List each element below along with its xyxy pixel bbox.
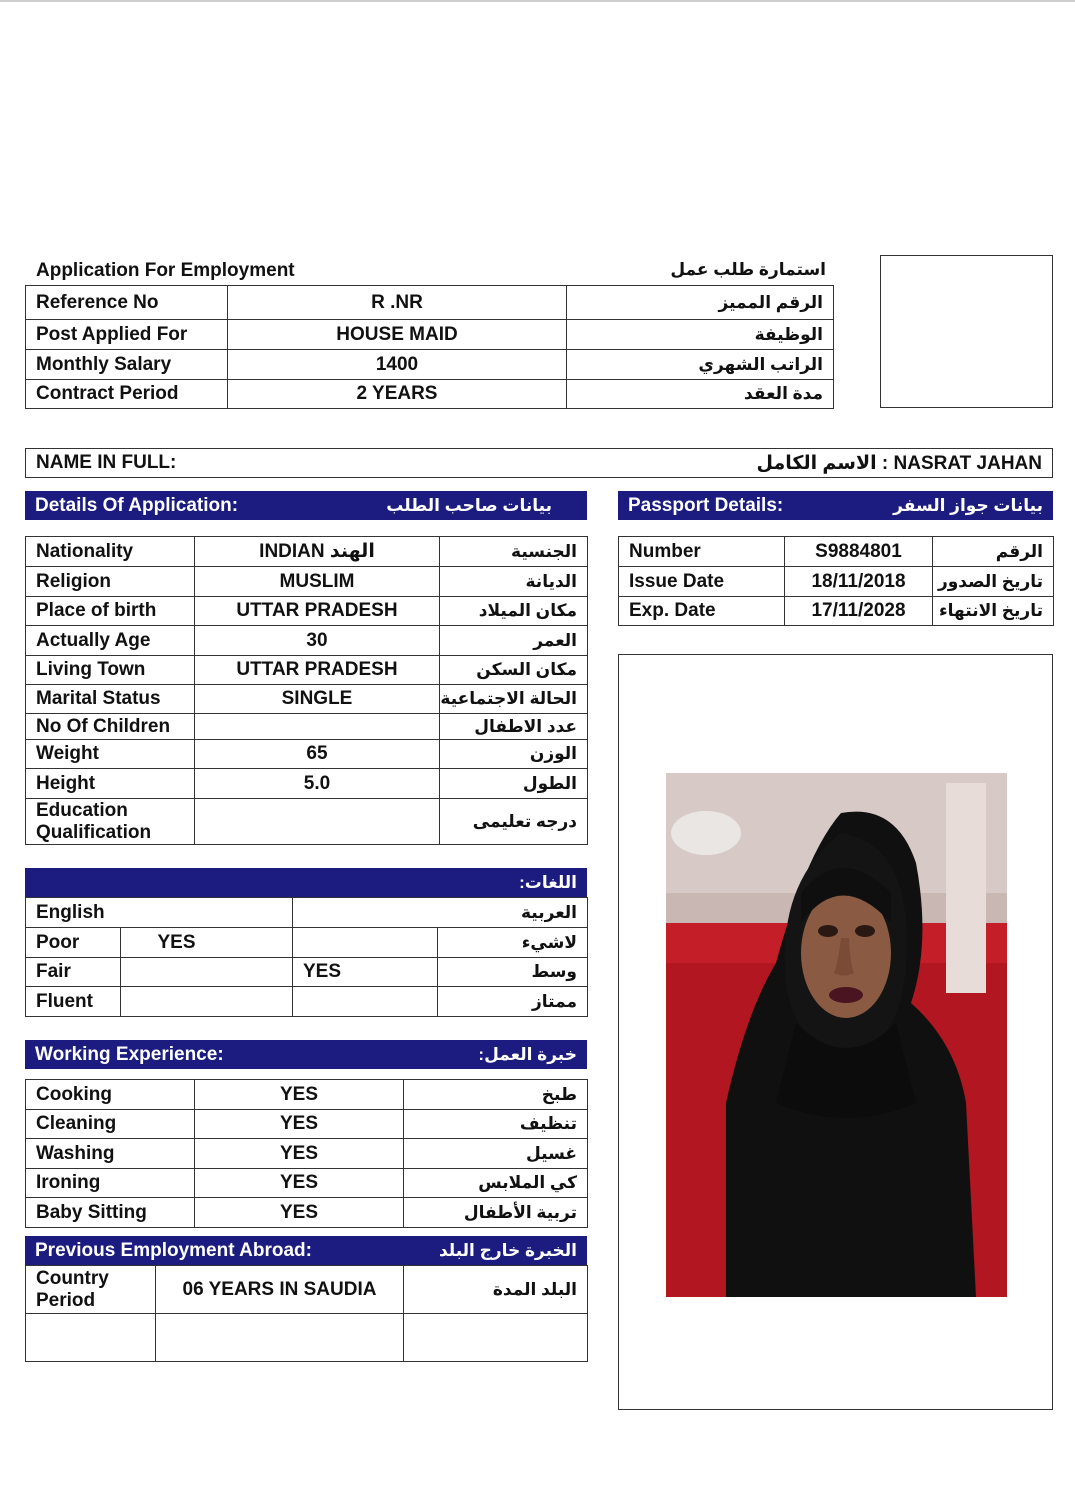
languages-header (25, 868, 587, 897)
name-row (25, 448, 1053, 478)
religion-label: Religion (26, 567, 195, 597)
reference-ar: الرقم المميز (567, 286, 834, 320)
previous-header (25, 1236, 587, 1265)
passport-number-ar: الرقم (933, 537, 1054, 567)
table-row (26, 567, 588, 597)
fair-label: Fair (26, 958, 121, 987)
table-row (26, 1169, 588, 1198)
previous-title-ar: الخبرة خارج البلد (438, 1240, 577, 1260)
passport-title-ar: بيانات جواز السفر (893, 495, 1043, 515)
age-ar: العمر (440, 626, 588, 656)
table-row (26, 1266, 588, 1314)
education-label-line1: Education (36, 799, 128, 821)
ironing-label: Ironing (26, 1169, 195, 1198)
table-row (26, 1080, 588, 1110)
salary-label: Monthly Salary (26, 350, 228, 380)
weight-value: 65 (195, 740, 440, 769)
languages-table (25, 897, 588, 1017)
languages-title-ar: اللغات: (519, 872, 577, 892)
fluent-english (121, 987, 293, 1017)
poor-arabic (293, 928, 438, 958)
cooking-value: YES (195, 1080, 404, 1110)
fair-ar: وسط (438, 958, 588, 987)
table-row (26, 714, 588, 740)
experience-header (25, 1040, 587, 1069)
living-town-label: Living Town (26, 656, 195, 685)
cooking-ar: طبخ (404, 1080, 588, 1110)
name-value: NASRAT JAHAN : الاسم الكامل (756, 452, 1042, 474)
table-row (619, 537, 1054, 567)
passport-number-label: Number (619, 537, 785, 567)
table-row (26, 537, 588, 567)
issue-date-ar: تاريخ الصدور (933, 567, 1054, 597)
empty-cell (404, 1314, 588, 1362)
table-row (26, 597, 588, 626)
height-label: Height (26, 769, 195, 799)
education-value (195, 799, 440, 845)
header-table (25, 285, 834, 409)
empty-cell (156, 1314, 404, 1362)
education-ar: درجه تعليمى (440, 799, 588, 845)
applicant-photo (666, 773, 1007, 1297)
nationality-ar: الجنسية (440, 537, 588, 567)
education-label-line2: Qualification (36, 821, 152, 843)
experience-title: Working Experience: (35, 1043, 224, 1065)
education-label (26, 799, 195, 845)
reference-value: R .NR (228, 286, 567, 320)
arabic-heading: العربية (293, 898, 588, 928)
table-row (26, 1198, 588, 1228)
country-period-label (26, 1266, 156, 1314)
cleaning-ar: تنظيف (404, 1110, 588, 1139)
contract-label: Contract Period (26, 380, 228, 409)
table-row (26, 350, 834, 380)
washing-value: YES (195, 1139, 404, 1169)
table-row (26, 286, 834, 320)
exp-date-label: Exp. Date (619, 597, 785, 626)
religion-value: MUSLIM (195, 567, 440, 597)
poor-label: Poor (26, 928, 121, 958)
salary-value: 1400 (228, 350, 567, 380)
salary-ar: الراتب الشهري (567, 350, 834, 380)
form-title: Application For Employment (36, 260, 295, 281)
previous-table (25, 1265, 588, 1362)
details-title: Details Of Application: (35, 494, 239, 516)
height-ar: الطول (440, 769, 588, 799)
exp-date-ar: تاريخ الانتهاء (933, 597, 1054, 626)
washing-label: Washing (26, 1139, 195, 1169)
table-row (26, 1110, 588, 1139)
details-title-ar: بيانات صاحب الطلب (386, 495, 552, 515)
babysitting-value: YES (195, 1198, 404, 1228)
empty-cell (26, 1314, 156, 1362)
table-row (26, 1139, 588, 1169)
nationality-label: Nationality (26, 537, 195, 567)
previous-ar: البلد المدة (404, 1266, 588, 1314)
children-label: No Of Children (26, 714, 195, 740)
children-ar: عدد الاطفال (440, 714, 588, 740)
top-border (0, 0, 1075, 2)
poor-ar: لاشيء (438, 928, 588, 958)
issue-date-value: 18/11/2018 (785, 567, 933, 597)
table-row (26, 958, 588, 987)
religion-ar: الديانة (440, 567, 588, 597)
weight-label: Weight (26, 740, 195, 769)
table-row (619, 567, 1054, 597)
marital-ar: الحالة الاجتماعية (440, 685, 588, 714)
birthplace-ar: مكان الميلاد (440, 597, 588, 626)
age-label: Actually Age (26, 626, 195, 656)
country-label: Country (36, 1267, 109, 1289)
poor-english: YES (121, 928, 293, 958)
experience-table (25, 1079, 588, 1228)
post-value: HOUSE MAID (228, 320, 567, 350)
birthplace-label: Place of birth (26, 597, 195, 626)
contract-value: 2 YEARS (228, 380, 567, 409)
fluent-ar: ممتاز (438, 987, 588, 1017)
living-town-ar: مكان السكن (440, 656, 588, 685)
table-row (619, 597, 1054, 626)
washing-ar: غسيل (404, 1139, 588, 1169)
table-row (26, 987, 588, 1017)
table-row (26, 928, 588, 958)
cleaning-label: Cleaning (26, 1110, 195, 1139)
passport-header (618, 491, 1053, 520)
babysitting-label: Baby Sitting (26, 1198, 195, 1228)
marital-label: Marital Status (26, 685, 195, 714)
applicant-photo-illustration (666, 773, 1007, 1297)
passport-table (618, 536, 1054, 626)
living-town-value: UTTAR PRADESH (195, 656, 440, 685)
name-label: NAME IN FULL: (36, 452, 177, 473)
table-row (26, 740, 588, 769)
experience-title-ar: خبرة العمل: (478, 1044, 577, 1064)
table-row (26, 1314, 588, 1362)
table-row (26, 380, 834, 409)
english-heading: English (26, 898, 293, 928)
issue-date-label: Issue Date (619, 567, 785, 597)
ironing-ar: كي الملابس (404, 1169, 588, 1198)
passport-number-value: S9884801 (785, 537, 933, 567)
table-row (26, 898, 588, 928)
post-label: Post Applied For (26, 320, 228, 350)
fair-english (121, 958, 293, 987)
table-row (26, 685, 588, 714)
previous-value: 06 YEARS IN SAUDIA (156, 1266, 404, 1314)
table-row (26, 320, 834, 350)
ironing-value: YES (195, 1169, 404, 1198)
table-row (26, 769, 588, 799)
cleaning-value: YES (195, 1110, 404, 1139)
exp-date-value: 17/11/2028 (785, 597, 933, 626)
details-table (25, 536, 588, 845)
age-value: 30 (195, 626, 440, 656)
reference-label: Reference No (26, 286, 228, 320)
table-row (26, 626, 588, 656)
contract-ar: مدة العقد (567, 380, 834, 409)
details-header (25, 491, 587, 520)
cooking-label: Cooking (26, 1080, 195, 1110)
fair-arabic: YES (293, 958, 438, 987)
height-value: 5.0 (195, 769, 440, 799)
passport-title: Passport Details: (628, 494, 784, 516)
birthplace-value: UTTAR PRADESH (195, 597, 440, 626)
post-ar: الوظيفة (567, 320, 834, 350)
table-row (26, 656, 588, 685)
previous-title: Previous Employment Abroad: (35, 1239, 312, 1261)
children-value (195, 714, 440, 740)
fluent-label: Fluent (26, 987, 121, 1017)
nationality-value: INDIAN الهند (195, 537, 440, 567)
form-title-ar: استمارة طلب عمل (670, 260, 826, 279)
babysitting-ar: تربية الأطفال (404, 1198, 588, 1228)
period-label: Period (36, 1289, 96, 1311)
marital-value: SINGLE (195, 685, 440, 714)
weight-ar: الوزن (440, 740, 588, 769)
fluent-arabic (293, 987, 438, 1017)
small-photo-box (880, 255, 1053, 408)
table-row (26, 799, 588, 845)
